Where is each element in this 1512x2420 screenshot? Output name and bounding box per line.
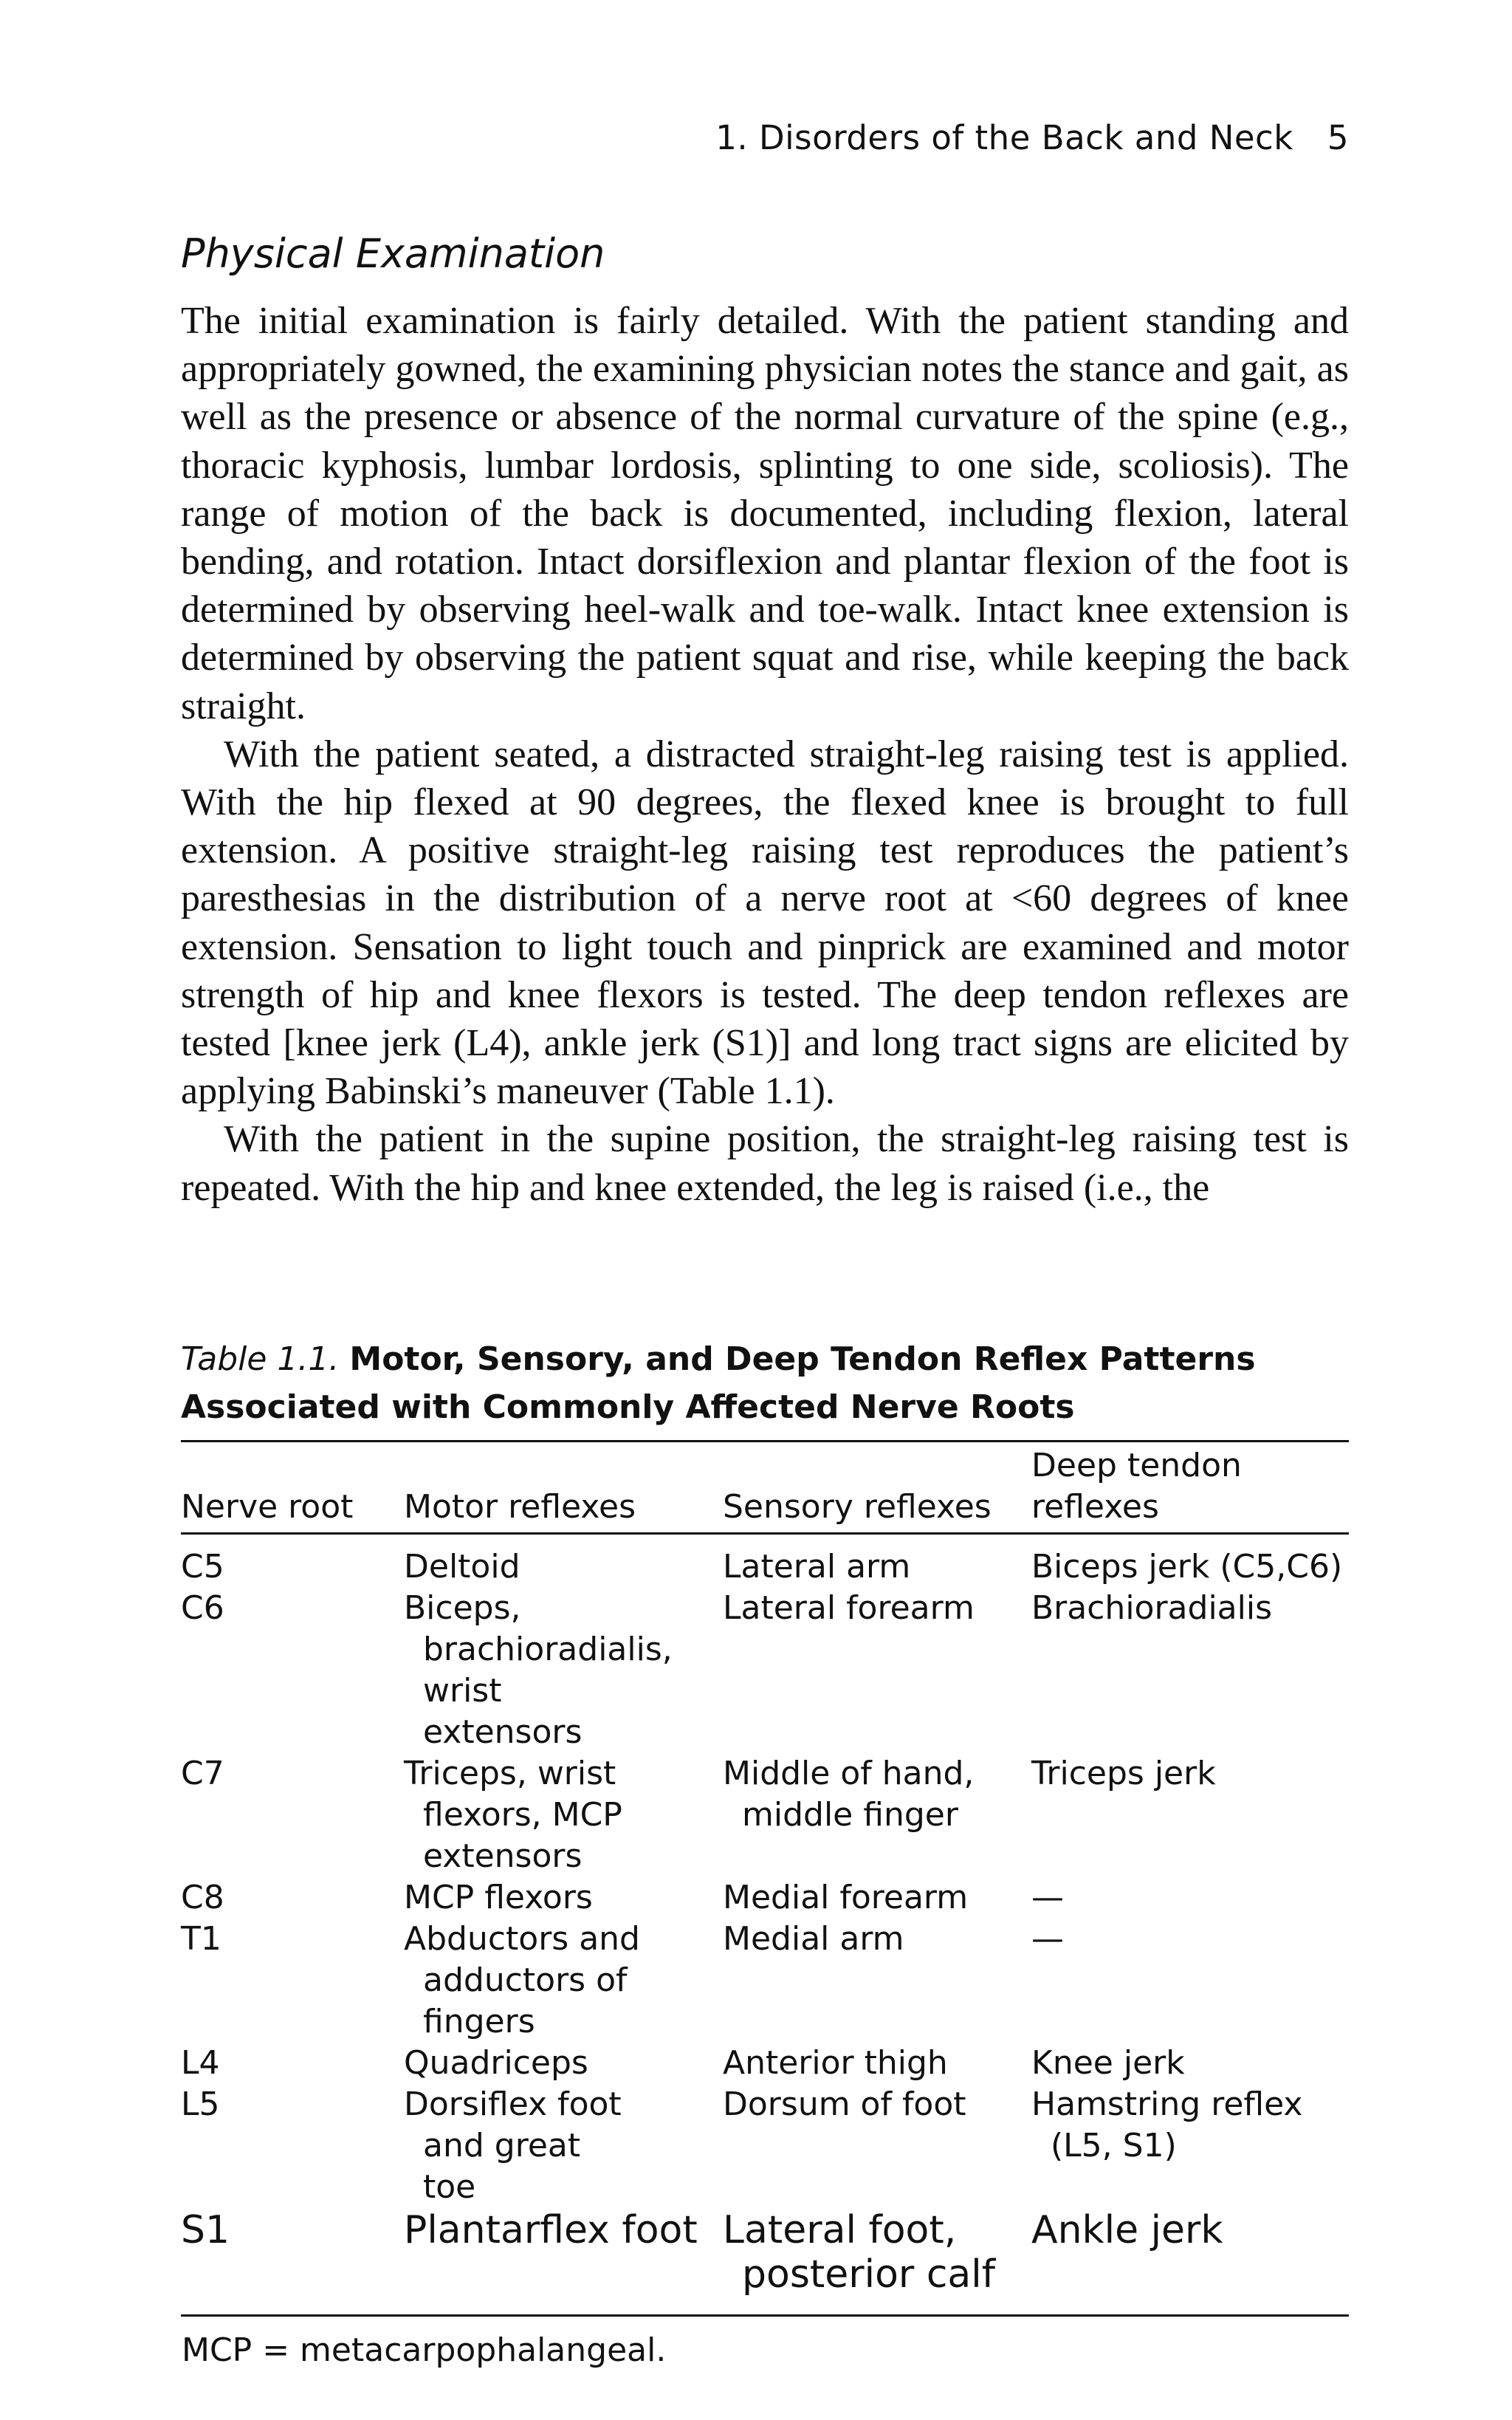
cell-sensory: Lateral forearm: [723, 1589, 975, 1627]
nerve-root-table: [181, 1440, 1349, 2372]
cell-reflex: Brachioradialis: [1031, 1589, 1273, 1627]
cell-nerve-root: C8: [181, 1879, 224, 1916]
table-row: [181, 2208, 1349, 2316]
section-title: Physical Examination: [181, 230, 605, 277]
table-title: Motor, Sensory, and Deep Tendon Reflex Patterns Associated with Commonly Affected Nerve Roots: [181, 1340, 1256, 1426]
header-sensory-reflexes: Sensory reflexes: [723, 1488, 992, 1526]
paragraph-2: With the patient seated, a distracted straight-leg raising test is applied. With the hip flexed at 90 degrees, the flexed knee is brought to full extension. A positive straight-leg raising test reproduces the patient’s paresthesias in the distribution of a nerve root at <60 degrees of knee extension. Sensation to light touch and pinprick are examined and motor strength of hip and knee flexors is tested. The deep tendon reflexes are tested [knee jerk (L4), ankle jerk (S1)] and long tract signs are elicited by applying Babinski’s maneuver (Table 1.1).: [181, 733, 1349, 1113]
table-row: [181, 1753, 1349, 1877]
cell-reflex: Hamstring reflex (L5, S1): [1031, 2085, 1303, 2164]
cell-motor: Biceps, brachioradialis, wrist extensors: [404, 1589, 673, 1751]
cell-motor: Triceps, wrist flexors, MCP extensors: [404, 1755, 622, 1875]
table-row: [181, 1588, 1349, 1753]
table-header-row: [181, 1442, 1349, 1534]
page-number: 5: [1327, 118, 1349, 157]
cell-reflex: Knee jerk: [1031, 2044, 1185, 2082]
table-caption: [181, 1335, 1349, 1431]
paragraph-1: The initial examination is fairly detailed. With the patient standing and appropriately gowned, the examining physician notes the stance and gait, as well as the presence or absence of the normal curvature of the spine (e.g., thoracic kyphosis, lumbar lordosis, splinting to one side, scoliosis). The range of motion of the back is documented, including flexion, lateral bending, and rotation. Intact dorsiflexion and plantar flexion of the foot is determined by observing heel-walk and toe-walk. Intact knee extension is determined by observing the patient squat and rise, while keeping the back straight.: [181, 300, 1349, 727]
cell-reflex: —: [1031, 1879, 1064, 1916]
cell-sensory: Dorsum of foot: [723, 2085, 966, 2123]
cell-nerve-root: L4: [181, 2044, 220, 2082]
table-footer-row: [181, 2316, 1349, 2373]
paragraph-3: With the patient in the supine position, the straight-leg raising test is repeated. With the hip and knee extended, the leg is raised (i.e., the: [181, 1118, 1349, 1209]
cell-sensory: Middle of hand, middle finger: [723, 1755, 975, 1834]
table-row: [181, 2084, 1349, 2208]
cell-motor: Deltoid: [404, 1548, 520, 1586]
cell-reflex: Biceps jerk (C5,C6): [1031, 1548, 1343, 1586]
cell-nerve-root: C7: [181, 1755, 224, 1792]
cell-reflex: Triceps jerk: [1031, 1755, 1216, 1792]
cell-motor: MCP flexors: [404, 1879, 593, 1916]
cell-motor: Dorsiflex foot and great toe: [404, 2085, 622, 2206]
cell-motor: Plantarflex foot: [404, 2208, 698, 2252]
cell-nerve-root: L5: [181, 2085, 220, 2123]
header-nerve-root: Nerve root: [181, 1488, 354, 1526]
body-text: [181, 297, 1349, 1212]
running-head: [715, 118, 1349, 157]
cell-sensory: Anterior thigh: [723, 2044, 948, 2082]
cell-nerve-root: C6: [181, 1589, 224, 1627]
table-block: [181, 1335, 1349, 2372]
cell-reflex: —: [1031, 1920, 1064, 1958]
cell-reflex: Ankle jerk: [1031, 2208, 1223, 2252]
table-row: [181, 1919, 1349, 2043]
table-row: [181, 2043, 1349, 2084]
chapter-title: 1. Disorders of the Back and Neck: [715, 118, 1293, 157]
table-row: [181, 1877, 1349, 1919]
cell-motor: Abductors and adductors of fingers: [404, 1920, 640, 2040]
table-label: Table 1.1.: [181, 1340, 340, 1378]
cell-sensory: Lateral foot, posterior calf: [723, 2208, 996, 2297]
cell-sensory: Medial arm: [723, 1920, 904, 1958]
cell-sensory: Medial forearm: [723, 1879, 969, 1916]
cell-nerve-root: T1: [181, 1920, 221, 1958]
cell-sensory: Lateral arm: [723, 1548, 911, 1586]
header-motor-reflexes: Motor reflexes: [404, 1488, 636, 1526]
header-deep-tendon-reflexes: Deep tendon reflexes: [1031, 1447, 1242, 1526]
cell-nerve-root: S1: [181, 2208, 230, 2252]
cell-nerve-root: C5: [181, 1548, 224, 1586]
cell-motor: Quadriceps: [404, 2044, 588, 2082]
table-footnote: MCP = metacarpophalangeal.: [182, 2331, 667, 2369]
table-row: [181, 1534, 1349, 1588]
